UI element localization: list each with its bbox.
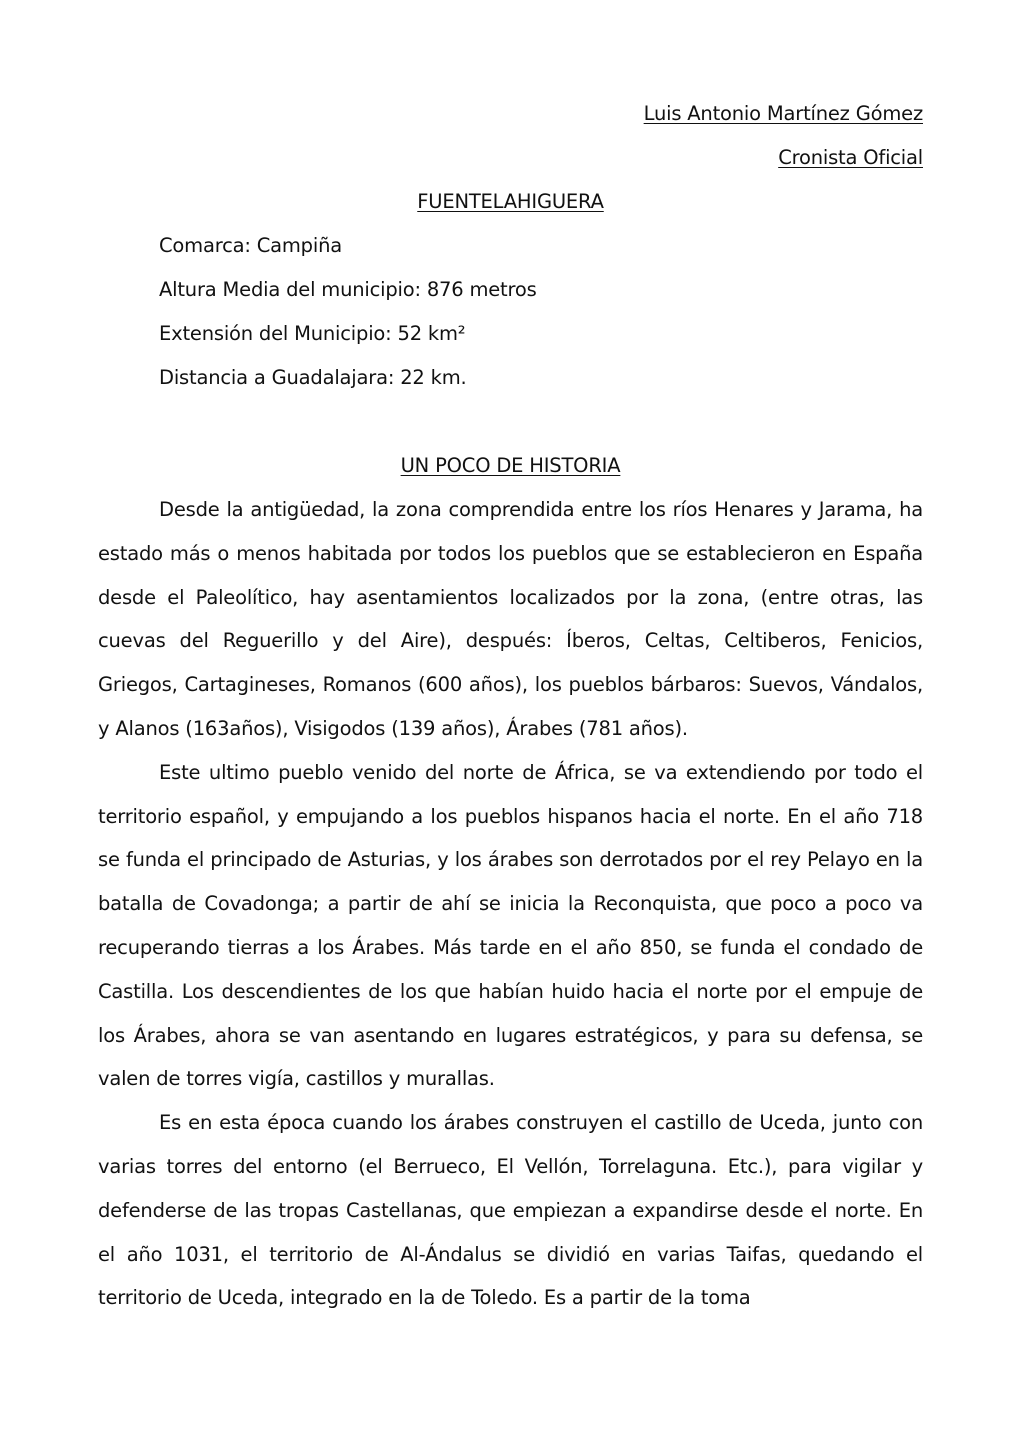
document-page bbox=[98, 92, 923, 1320]
history-paragraph-1: Desde la antigüedad, la zona comprendida entre los ríos Henares y Jarama, ha estado más o menos habitada por todos los pueblos que se establecieron en España desde el Paleolítico, hay asentamientos localizados por la zona, (entre otras, las cuevas del Reguerillo y del Aire), después: Íberos, Celtas, Celtiberos, Fenicios, Griegos, Cartagineses, Romanos (600 años), los pueblos bárbaros: Suevos, Vándalos, y Alanos (163años), Visigodos (139 años), Árabes (781 años). bbox=[98, 498, 923, 740]
history-heading-line bbox=[98, 444, 923, 488]
history-paragraph-2: Este ultimo pueblo venido del norte de África, se va extendiendo por todo el territorio español, y empujando a los pueblos hispanos hacia el norte. En el año 718 se funda el principado de Asturias, y los árabes son derrotados por el rey Pelayo en la batalla de Covadonga; a partir de ahí se inicia la Reconquista, que poco a poco va recuperando tierras a los Árabes. Más tarde en el año 850, se funda el condado de Castilla. Los descendientes de los que habían huido hacia el norte por el empuje de los Árabes, ahora se van asentando en lugares estratégicos, y para su defensa, se valen de torres vigía, castillos y murallas. bbox=[98, 760, 923, 1091]
history-paragraph-3: Es en esta época cuando los árabes construyen el castillo de Uceda, junto con varias torres del entorno (el Berrueco, El Vellón, Torrelaguna. Etc.), para vigilar y defenderse de las tropas Castellanas, que empiezan a expandirse desde el norte. En el año 1031, el territorio de Al-Ándalus se dividió en varias Taifas, quedando el territorio de Uceda, integrado en la de Toledo. Es a partir de la toma bbox=[98, 1111, 923, 1310]
author-line bbox=[98, 92, 923, 136]
title-line bbox=[98, 180, 923, 224]
history-heading: UN POCO DE HISTORIA bbox=[400, 454, 621, 477]
info-comarca: Comarca: Campiña bbox=[159, 234, 342, 257]
info-extension: Extensión del Municipio: 52 km² bbox=[159, 322, 466, 345]
spacer bbox=[98, 400, 923, 444]
info-distancia: Distancia a Guadalajara: 22 km. bbox=[159, 366, 467, 389]
author-name: Luis Antonio Martínez Gómez bbox=[643, 102, 923, 125]
author-role: Cronista Oficial bbox=[778, 146, 923, 169]
role-line bbox=[98, 136, 923, 180]
town-title: FUENTELAHIGUERA bbox=[417, 190, 604, 213]
info-altura: Altura Media del municipio: 876 metros bbox=[159, 278, 537, 301]
